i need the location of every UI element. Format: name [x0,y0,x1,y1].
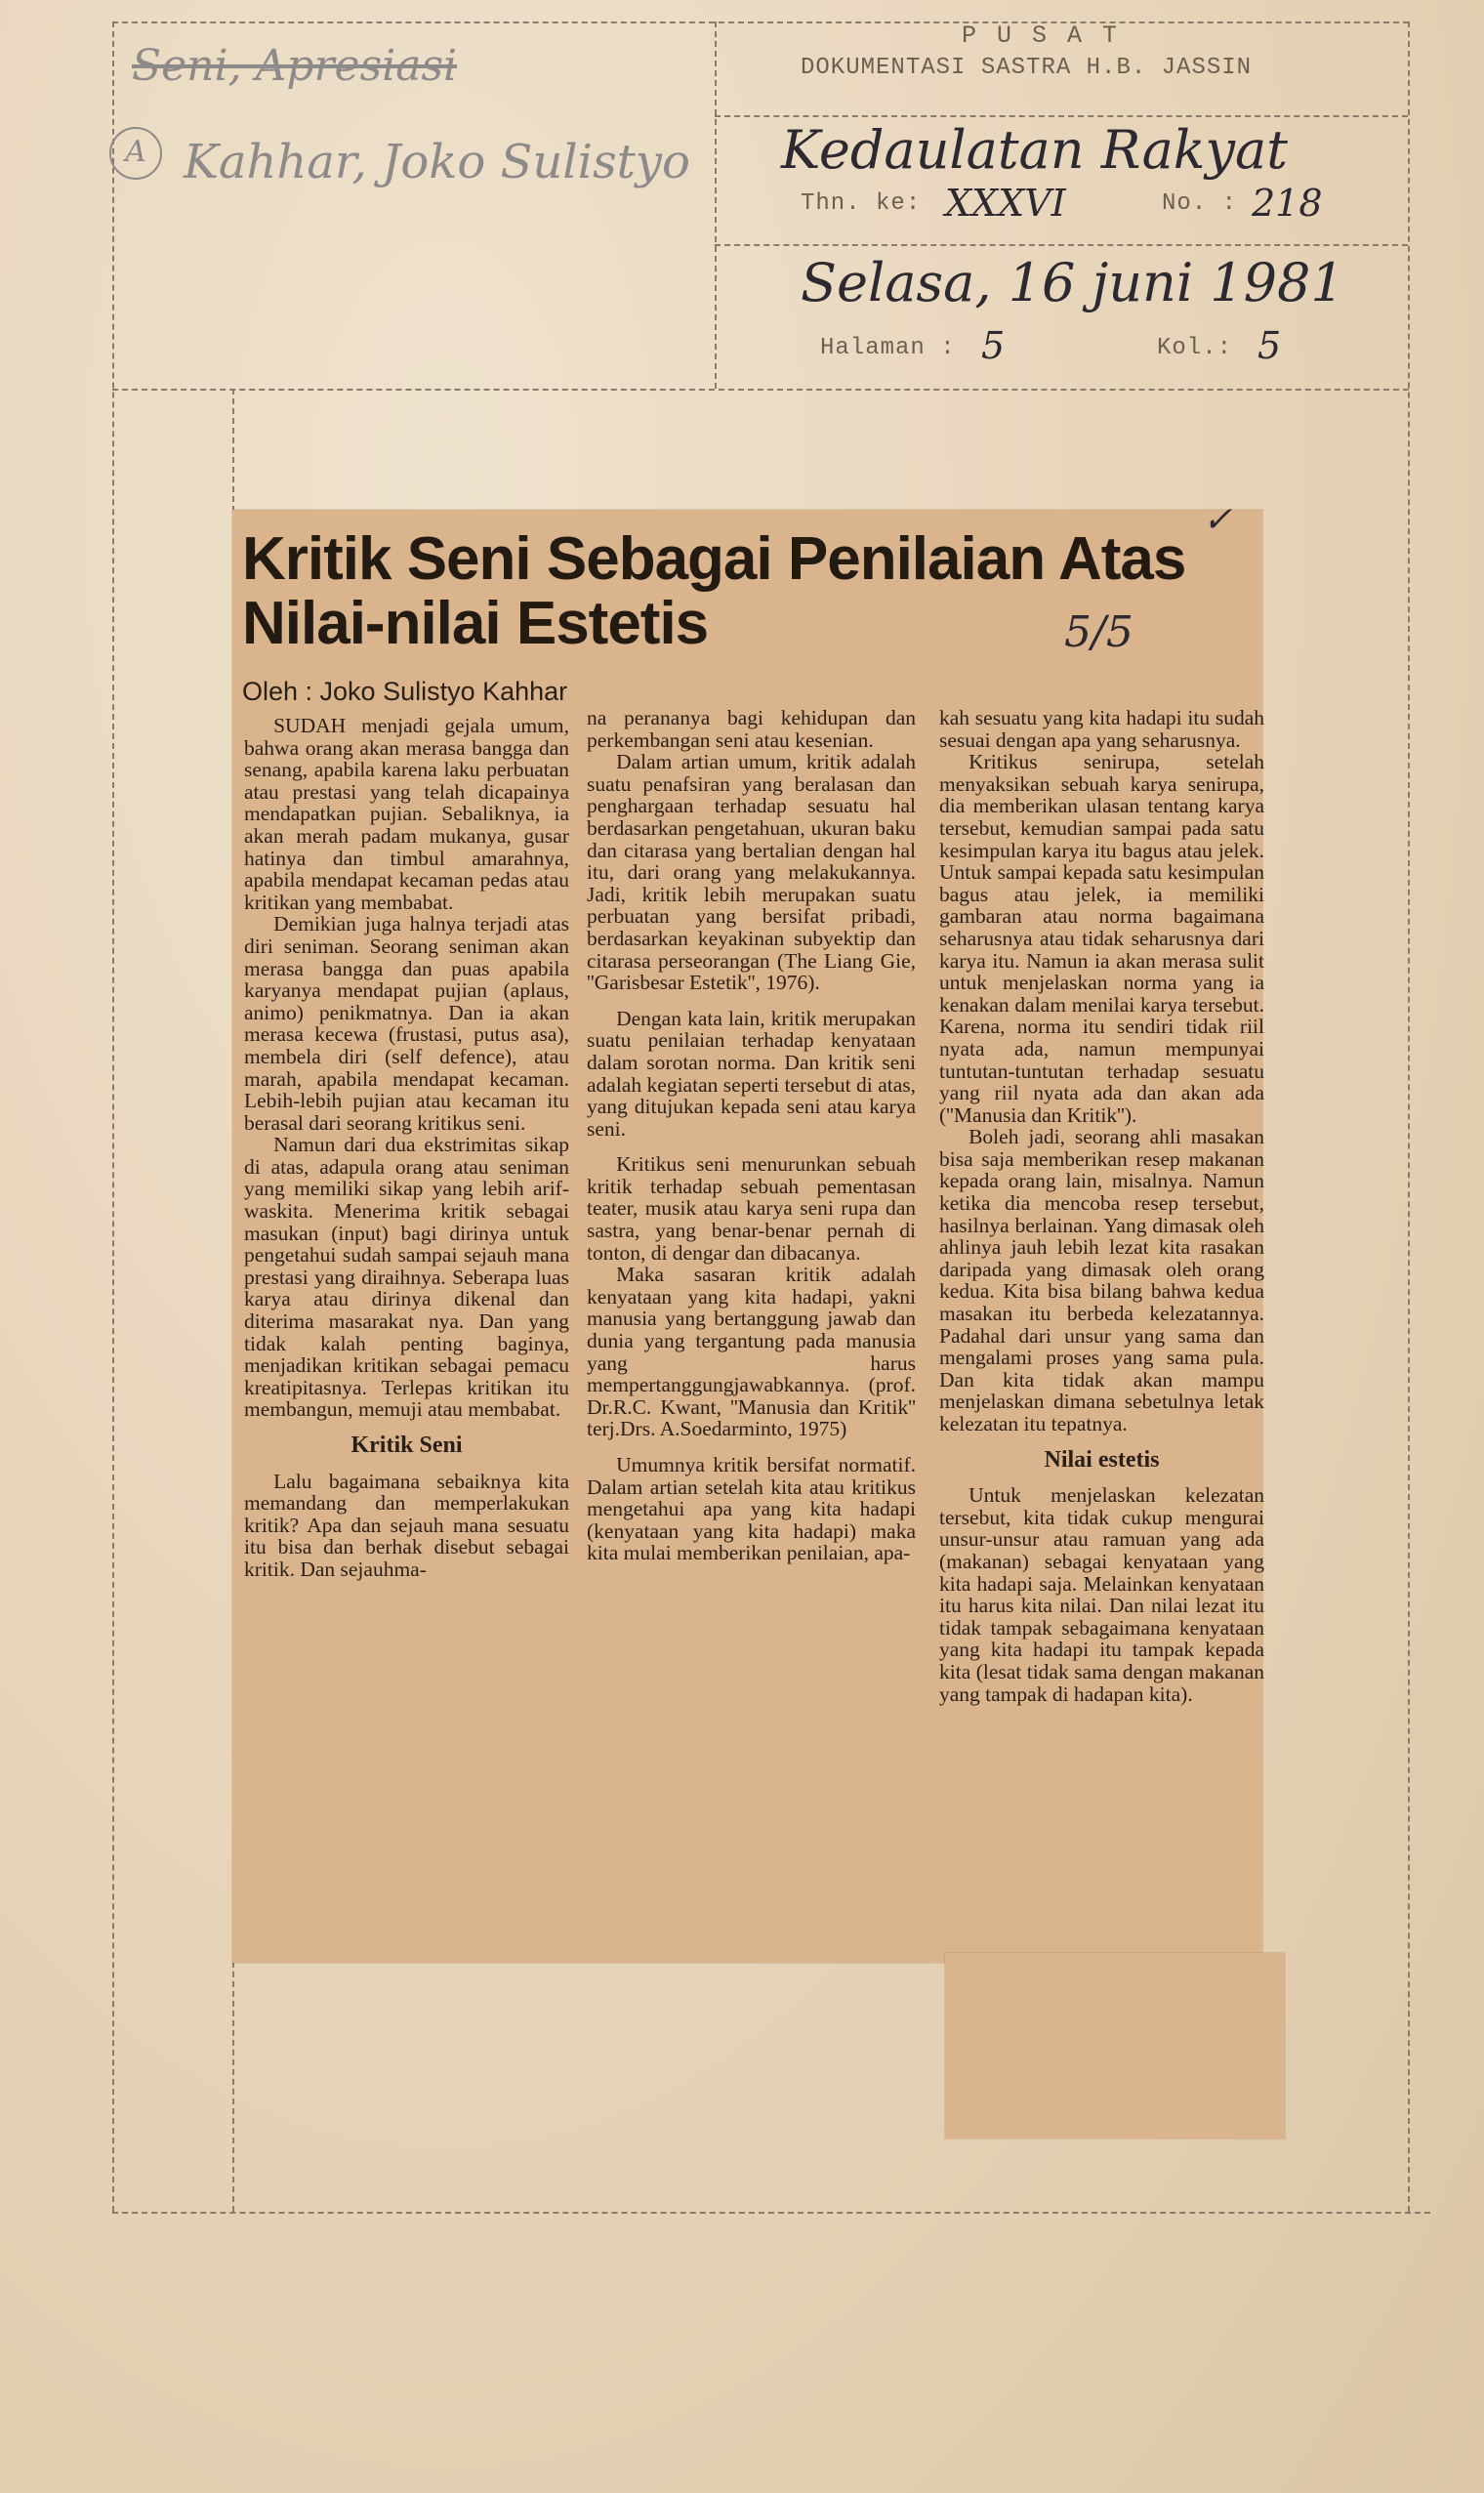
tick-mark: ✓ [1203,500,1233,540]
frame-line-3 [715,244,1408,246]
page-mark: 5/5 [1064,607,1134,657]
col3-paragraph-2: Kritikus senirupa, setelah menyaksikan sebuah karya senirupa, dia memberikan ulasan tentang karya tersebut, kemudian sampai pada satu kesimpulan karya itu bagus atau jelek. Untuk sampai kepada satu kesimpulan bagus atau jelek, ia memiliki gambaran atau norma bagaimana seharusnya atau tidak seharusnya dari karya itu. Namun ia akan merasa sulit untuk menjelaskan norma yang ia kenakan dalam menilai karya tersebut. Karena, norma itu sendiri tidak riil nyata ada, namun mempunyai tuntutan-tuntutan terhadap sesuatu yang riil nyata ada dan akan ada (''Manusia dan Kritik''). [939,750,1264,1127]
article-column-1 [244,715,569,1581]
halaman-label: Halaman : [820,335,956,361]
col1-paragraph-4: Lalu bagaimana sebaiknya kita memandang dan memperlakukan kritik? Apa dan sejauh mana sesuatu itu bisa dan berhak disebut sebagai kritik. Dan sejauhma- [244,1469,569,1581]
col2-paragraph-6: Umumnya kritik bersifat normatif. Dalam artian setelah kita atau kritikus mengetahui apa yang kita hadapi (kenyataan yang kita hadapi) maka kita mulai memberikan penilaian, apa- [587,1453,916,1565]
col2-paragraph-2: Dalam artian umum, kritik adalah suatu penafsiran yang beralasan dan penghargaan terhadap sesuatu hal berdasarkan pengetahuan, ukuran baku dan citarasa yang bertalian dengan hal itu, dari orang yang melakukannya. Jadi, kritik lebih merupakan suatu perbuatan yang bersifat pribadi, berdasarkan keyakinan subyektip dan citarasa perseorangan (The Liang Gie, ''Garisbesar Estetik'', 1976). [587,750,916,995]
thn-label: Thn. ke: [801,190,922,217]
subhead-kritik-seni: Kritik Seni [350,1433,463,1458]
circled-a-mark: A [109,127,162,180]
thn-value: XXXVI [945,182,1066,225]
pencil-note-category: Seni, Apresiasi [132,41,458,91]
col1-paragraph-3: Namun dari dua ekstrimitas sikap di atas, adapula orang atau seniman yang memiliki sikap yang lebih arif-waskita. Menerima kritik sebagai masukan (input) bagi dirinya untuk pengetahui sudah sampai sejauh mana prestasi yang diraihnya. Seberapa luas karya atau dirinya dikenal dan diterima masarakat nya. Dan yang tidak kalah penting baginya, menjadikan kritikan sebagai pemacu kreatipitasnya. Terlepas kritikan itu membangun, memuji atau membabat. [244,1133,569,1422]
kol-label: Kol.: [1157,335,1233,361]
col3-paragraph-4: Untuk menjelaskan kelezatan tersebut, kita tidak cukup mengurai unsur-unsur atau ramuan yang ada (makanan) sebagai kenyataan yang kita hadapi saja. Melainkan kenyataan itu harus kita nilai. Dan nilai lezat itu tidak tampak sebagaimana kenyataan yang kita hadapi itu tampak kepada kita (lesat tidak sama dengan makanan yang tampak di hadapan kita). [939,1483,1264,1706]
col2-paragraph-3: Dengan kata lain, kritik merupakan suatu penilaian terhadap kenyataan dalam sorotan norma. Dan kritik seni adalah kegiatan seperti tersebut di atas, yang ditujukan kepada seni atau karya seni. [587,1006,916,1141]
article-headline: Kritik Seni Sebagai Penilaian Atas Nilai-nilai Estetis [242,525,1186,657]
col1-paragraph-1: SUDAH menjadi gejala umum, bahwa orang akan merasa bangga dan senang, apabila karena laku perbuatan atau prestasi yang telah dicapainya mendapatkan pujian. Sebaliknya, ia akan merah padam mukanya, gusar hatinya dan timbul amarahnya, apabila mendapat kecaman pedas atau kritikan yang membabat. [244,714,569,914]
col2-paragraph-4: Kritikus seni menurunkan sebuah kritik terhadap sebuah pementasan teater, musik atau karya seni rupa dan sastra, yang benar-benar pernah di tonton, di dengar dan dibacanya. [587,1152,916,1265]
frame-line-2 [715,115,1408,117]
frame-left-line [112,21,114,2212]
clipping-tail [945,1953,1285,2139]
frame-mid-line [715,21,717,389]
frame-line-4 [112,389,1409,391]
issue-date: Selasa, 16 juni 1981 [801,252,1344,313]
kol-value: 5 [1257,324,1282,367]
archive-title: P U S A T [962,21,1121,50]
frame-right-line [1408,21,1410,2212]
no-value: 218 [1252,182,1323,225]
col3-paragraph-1: kah sesuatu yang kita hadapi itu sudah sesuai dengan apa yang seharusnya. [939,706,1264,752]
article-column-3 [939,707,1264,1705]
newspaper-name: Kedaulatan Rakyat [781,119,1288,181]
col1-paragraph-2: Demikian juga halnya terjadi atas diri seniman. Seorang seniman akan merasa bangga dan puas apabila karyanya mendapat pujian (aplaus, animo) penikmatnya. Dan ia akan merasa kecewa (frustasi, putus asa), membela diri (self defence), atau marah, apabila mendapat kecaman. Lebih-lebih pujian atau kecaman itu berasal dari seorang kritikus seni. [244,912,569,1135]
article-column-2 [587,707,916,1564]
col2-paragraph-1: na perananya bagi kehidupan dan perkembangan seni atau kesenian. [587,706,916,752]
pencil-note-author: Kahhar, Joko Sulistyo [184,135,690,189]
no-label: No. : [1162,190,1238,217]
frame-bottom-line [112,2212,1430,2214]
halaman-value: 5 [981,324,1006,367]
col3-paragraph-3: Boleh jadi, seorang ahli masakan bisa saja memberikan resep makanan kepada orang lain, misalnya. Namun ketika dia mencoba resep tersebut, hasilnya berlainan. Yang dimasak oleh ahlinya jauh lebih lezat kita rasakan daripada yang dimasak oleh orang kedua. Kita bisa bilang bahwa kedua masakan itu berbeda kelezatannya. Padahal dari unsur yang sama dan mengalami proses yang sama pula. Dan kita tidak akan mampu menjelaskan dimana sebetulnya letak kelezatan itu tepatnya. [939,1125,1264,1435]
col2-paragraph-5: Maka sasaran kritik adalah kenyataan yang kita hadapi, yakni manusia yang bertanggung jawab dan dunia yang tergantung pada manusia yang harus mempertanggungjawabkannya. (prof. Dr.R.C. Kwant, ''Manusia dan Kritik'' terj.Drs. A.Soedarminto, 1975) [587,1263,916,1441]
frame-top-line [112,21,1409,23]
article-byline: Oleh : Joko Sulistyo Kahhar [242,677,568,706]
subhead-nilai-estetis: Nilai estetis [1044,1446,1160,1473]
archive-subtitle: DOKUMENTASI SASTRA H.B. JASSIN [801,55,1253,81]
